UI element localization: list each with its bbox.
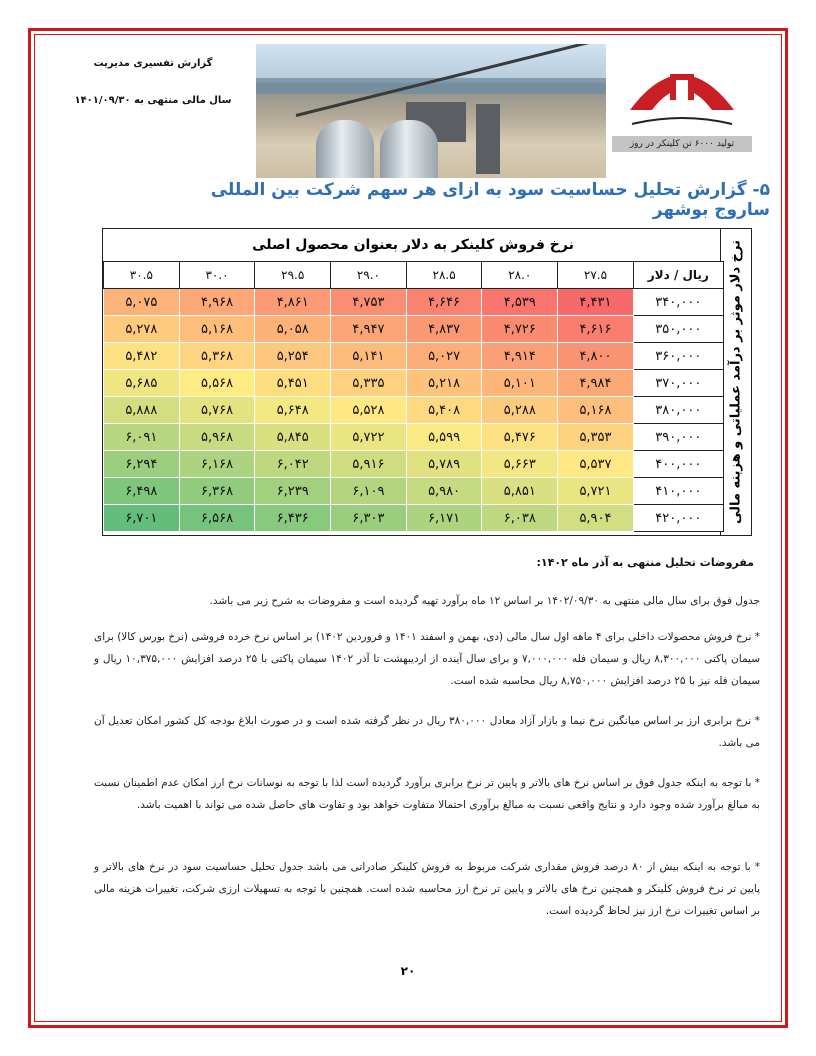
eps-cell: ۵,۷۲۱ xyxy=(558,478,634,505)
eps-cell: ۶,۷۰۱ xyxy=(104,505,180,532)
column-header: ۲۸.۵ xyxy=(406,262,482,289)
company-logo xyxy=(612,50,752,150)
logo-caption: تولید ۶۰۰۰ تن کلینکر در روز xyxy=(612,136,752,152)
row-header: ۳۶۰,۰۰۰ xyxy=(633,343,723,370)
eps-cell: ۵,۵۳۷ xyxy=(558,451,634,478)
table-row xyxy=(104,370,724,397)
eps-cell: ۵,۳۳۵ xyxy=(331,370,407,397)
row-header: ۳۹۰,۰۰۰ xyxy=(633,424,723,451)
row-header: ۴۰۰,۰۰۰ xyxy=(633,451,723,478)
table-caption: نرخ فروش کلینکر به دلار بعنوان محصول اصلی xyxy=(103,229,723,262)
eps-cell: ۵,۶۸۵ xyxy=(104,370,180,397)
eps-cell: ۴,۷۵۳ xyxy=(331,289,407,316)
table-row xyxy=(104,451,724,478)
paragraph-exchange-rate: * نرخ برابری ارز بر اساس میانگین نرخ نیما و بازار آزاد معادل ۳۸۰,۰۰۰ ریال در نظر گرفته شده است و در صورت ابلاغ بودجه کل کشور امکان تعدیل آن می باشد. xyxy=(94,715,760,749)
row-header: ۴۲۰,۰۰۰ xyxy=(633,505,723,532)
eps-cell: ۵,۴۸۲ xyxy=(104,343,180,370)
column-header: ۲۹.۰ xyxy=(331,262,407,289)
eps-cell: ۵,۱۴۱ xyxy=(331,343,407,370)
eps-cell: ۵,۶۶۳ xyxy=(482,451,558,478)
eps-cell: ۴,۸۳۷ xyxy=(406,316,482,343)
fiscal-year: سال مالی منتهی به ۱۴۰۱/۰۹/۳۰ xyxy=(74,95,232,106)
table-row xyxy=(104,505,724,532)
eps-cell: ۵,۰۷۵ xyxy=(104,289,180,316)
table-row xyxy=(104,289,724,316)
eps-cell: ۵,۵۹۹ xyxy=(406,424,482,451)
eps-cell: ۵,۲۸۸ xyxy=(482,397,558,424)
eps-cell: ۵,۰۲۷ xyxy=(406,343,482,370)
eps-cell: ۴,۵۳۹ xyxy=(482,289,558,316)
row-header: ۳۵۰,۰۰۰ xyxy=(633,316,723,343)
table-row xyxy=(104,343,724,370)
eps-cell: ۶,۳۶۸ xyxy=(179,478,255,505)
eps-cell: ۴,۷۲۶ xyxy=(482,316,558,343)
eps-cell: ۶,۲۳۹ xyxy=(255,478,331,505)
eps-cell: ۵,۴۰۸ xyxy=(406,397,482,424)
table-row xyxy=(104,316,724,343)
header-row xyxy=(104,262,724,289)
eps-cell: ۵,۵۶۸ xyxy=(179,370,255,397)
eps-cell: ۵,۷۲۲ xyxy=(331,424,407,451)
eps-cell: ۶,۴۹۸ xyxy=(104,478,180,505)
paragraph-sales-rates: * نرخ فروش محصولات داخلی برای ۴ ماهه اول سال مالی (دی، بهمن و اسفند ۱۴۰۱ و فروردین ۱۴۰۲) بر اساس نرخ خرده فروشی (نرخ بورس کالا) برای سیمان پاکتی ۸,۳۰۰,۰۰۰ ریال و سیمان فله ۷,۰۰۰,۰۰۰ و برای سال آینده از اردیبهشت تا آذر ۱۴۰۲ سیمان پاکتی با ۲۵ درصد افزایش ۱۰,۳۷۵,۰۰۰ ریال و سیمان فله نیز با ۲۵ درصد افزایش ۸,۷۵۰,۰۰۰ ریال محاسبه شده است. xyxy=(94,631,760,687)
page-number: ۲۰ xyxy=(400,964,416,978)
paragraph-export: * با توجه به اینکه بیش از ۸۰ درصد فروش مقداری شرکت مربوط به فروش کلینکر صادراتی می باشد جدول تحلیل حساسیت سود در نرخ های بالاتر و پایین تر نرخ فروش کلینکر و همچنین نرخ های بالاتر و پایین تر نرخ ارز محاسبه شده است. همچنین با توجه به تسهیلات ارزی شرکت، تغییرات هزینه مالی بر اساس تغییرات نرخ ارز نیز لحاظ گردیده است. xyxy=(94,861,760,917)
eps-cell: ۶,۰۹۱ xyxy=(104,424,180,451)
row-header: ۳۴۰,۰۰۰ xyxy=(633,289,723,316)
table-row xyxy=(104,424,724,451)
eps-cell: ۵,۲۵۴ xyxy=(255,343,331,370)
eps-cell: ۶,۲۹۴ xyxy=(104,451,180,478)
eps-cell: ۵,۳۶۸ xyxy=(179,343,255,370)
eps-cell: ۵,۰۵۸ xyxy=(255,316,331,343)
row-header: ۴۱۰,۰۰۰ xyxy=(633,478,723,505)
section-title: ۵- گزارش تحلیل حساسیت سود به ازای هر سهم شرکت بین المللی ساروج بوشهر xyxy=(210,180,770,220)
report-title: گزارش تفسیری مدیریت xyxy=(93,58,213,69)
eps-cell: ۵,۴۷۶ xyxy=(482,424,558,451)
eps-cell: ۶,۱۷۱ xyxy=(406,505,482,532)
column-header: ۲۹.۵ xyxy=(255,262,331,289)
eps-cell: ۶,۰۴۲ xyxy=(255,451,331,478)
table-row xyxy=(104,478,724,505)
eps-cell: ۵,۱۰۱ xyxy=(482,370,558,397)
eps-cell: ۵,۷۸۹ xyxy=(406,451,482,478)
eps-cell: ۶,۰۳۸ xyxy=(482,505,558,532)
eps-cell: ۵,۲۷۸ xyxy=(104,316,180,343)
eps-cell: ۴,۴۳۱ xyxy=(558,289,634,316)
eps-cell: ۵,۷۶۸ xyxy=(179,397,255,424)
eps-cell: ۵,۵۲۸ xyxy=(331,397,407,424)
eps-cell: ۶,۳۰۳ xyxy=(331,505,407,532)
eps-cell: ۵,۹۰۴ xyxy=(558,505,634,532)
eps-cell: ۵,۸۴۵ xyxy=(255,424,331,451)
plant-photo xyxy=(256,44,606,178)
column-header: ۲۸.۰ xyxy=(482,262,558,289)
eps-cell: ۴,۹۶۸ xyxy=(179,289,255,316)
row-header: ۳۷۰,۰۰۰ xyxy=(633,370,723,397)
column-header: ۳۰.۰ xyxy=(179,262,255,289)
eps-cell: ۶,۱۰۹ xyxy=(331,478,407,505)
eps-cell: ۵,۸۸۸ xyxy=(104,397,180,424)
sensitivity-table xyxy=(102,228,752,536)
sensitivity-grid xyxy=(103,261,724,532)
eps-cell: ۵,۶۴۸ xyxy=(255,397,331,424)
eps-cell: ۶,۱۶۸ xyxy=(179,451,255,478)
eps-cell: ۶,۴۳۶ xyxy=(255,505,331,532)
eps-cell: ۵,۹۸۰ xyxy=(406,478,482,505)
row-header: ۳۸۰,۰۰۰ xyxy=(633,397,723,424)
side-label: نرخ دلار موثر بر درآمد عملیاتی و هزینه مالی xyxy=(720,229,751,535)
eps-cell: ۴,۹۴۷ xyxy=(331,316,407,343)
assumptions-heading: مفروضات تحلیل منتهی به آذر ماه ۱۴۰۲: xyxy=(536,556,754,569)
eps-cell: ۵,۴۵۱ xyxy=(255,370,331,397)
eps-cell: ۵,۳۵۳ xyxy=(558,424,634,451)
eps-cell: ۵,۲۱۸ xyxy=(406,370,482,397)
header-text xyxy=(68,58,238,106)
eps-cell: ۵,۹۱۶ xyxy=(331,451,407,478)
corner-label: ریال / دلار xyxy=(633,262,723,289)
eps-cell: ۵,۹۶۸ xyxy=(179,424,255,451)
eps-cell: ۴,۶۱۶ xyxy=(558,316,634,343)
eps-cell: ۴,۹۱۴ xyxy=(482,343,558,370)
eps-cell: ۶,۵۶۸ xyxy=(179,505,255,532)
column-header: ۳۰.۵ xyxy=(104,262,180,289)
paragraph-uncertainty: * با توجه به اینکه جدول فوق بر اساس نرخ های بالاتر و پایین تر نرخ برابری برآورد گردیده است لذا با توجه به نوسانات نرخ ارز امکان عدم اطمینان نسبت به مبالغ برآورد شده وجود دارد و نتایج واقعی نسبت به مبالغ برآوری احتمالا متفاوت خواهد بود و تفاوت های حاصل شده می تواند با اهمیت باشد. xyxy=(94,777,760,811)
eps-cell: ۴,۸۶۱ xyxy=(255,289,331,316)
paragraph-intro: جدول فوق برای سال مالی منتهی به ۱۴۰۲/۰۹/۳۰ بر اساس ۱۲ ماه برآورد تهیه گردیده است و مفروضات به شرح زیر می باشد. xyxy=(209,595,760,607)
table-row xyxy=(104,397,724,424)
eps-cell: ۴,۸۰۰ xyxy=(558,343,634,370)
eps-cell: ۵,۱۶۸ xyxy=(558,397,634,424)
eps-cell: ۴,۹۸۴ xyxy=(558,370,634,397)
column-header: ۲۷.۵ xyxy=(558,262,634,289)
eps-cell: ۵,۸۵۱ xyxy=(482,478,558,505)
eps-cell: ۵,۱۶۸ xyxy=(179,316,255,343)
eps-cell: ۴,۶۴۶ xyxy=(406,289,482,316)
